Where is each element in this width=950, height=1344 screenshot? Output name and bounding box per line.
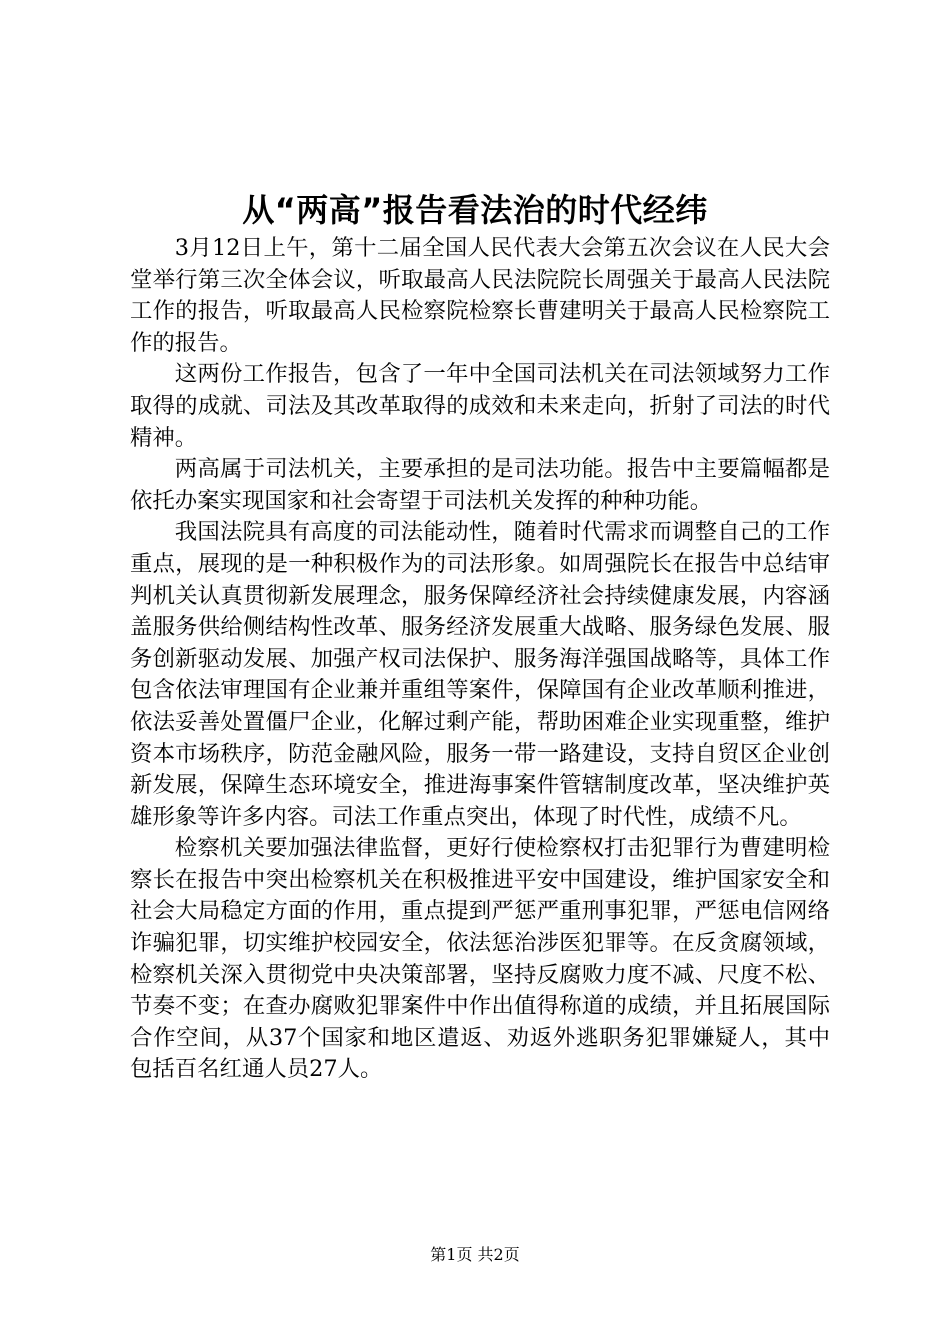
paragraph-5: 检察机关要加强法律监督，更好行使检察权打击犯罪行为曹建明检察长在报告中突出检察机关在积极推进平安中国建设，维护国家安全和社会大局稳定方面的作用，重点提到严惩严重刑事犯罪，严惩电信网络诈骗犯罪，切实维护校园安全，依法惩治涉医犯罪等。在反贪腐领域，检察机关深入贯彻党中央决策部署，坚持反腐败力度不减、尺度不松、节奏不变；在查办腐败犯罪案件中作出值得称道的成绩，并且拓展国际合作空间，从37个国家和地区遣返、劝返外逃职务犯罪嫌疑人，其中包括百名红通人员27人。: [130, 835, 830, 1083]
paragraph-3: 两高属于司法机关，主要承担的是司法功能。报告中主要篇幅都是依托办案实现国家和社会寄望于司法机关发挥的种种功能。: [130, 456, 830, 514]
document-title: 从“两高”报告看法治的时代经纬: [242, 191, 708, 229]
paragraph-1: 3月12日上午，第十二届全国人民代表大会第五次会议在人民大会堂举行第三次全体会议，听取最高人民法院院长周强关于最高人民法院工作的报告，听取最高人民检察院检察长曹建明关于最高人民检察院工作的报告。: [130, 235, 830, 356]
paragraph-4: 我国法院具有高度的司法能动性，随着时代需求而调整自己的工作重点，展现的是一种积极作为的司法形象。如周强院长在报告中总结审判机关认真贯彻新发展理念，服务保障经济社会持续健康发展，内容涵盖服务供给侧结构性改革、服务经济发展重大战略、服务绿色发展、服务创新驱动发展、加强产权司法保护、服务海洋强国战略等，具体工作包含依法审理国有企业兼并重组等案件，保障国有企业改革顺利推进，依法妥善处置僵尸企业，化解过剩产能，帮助困难企业实现重整，维护资本市场秩序，防范金融风险，服务一带一路建设，支持自贸区企业创新发展，保障生态环境安全，推进海事案件管辖制度改革，坚决维护英雄形象等许多内容。司法工作重点突出，体现了时代性，成绩不凡。: [130, 519, 830, 830]
page-number-footer: 第1页 共2页: [430, 1245, 520, 1264]
document-body: [130, 233, 830, 1086]
paragraph-2: 这两份工作报告，包含了一年中全国司法机关在司法领域努力工作取得的成就、司法及其改革取得的成效和未来走向，折射了司法的时代精神。: [130, 361, 830, 451]
